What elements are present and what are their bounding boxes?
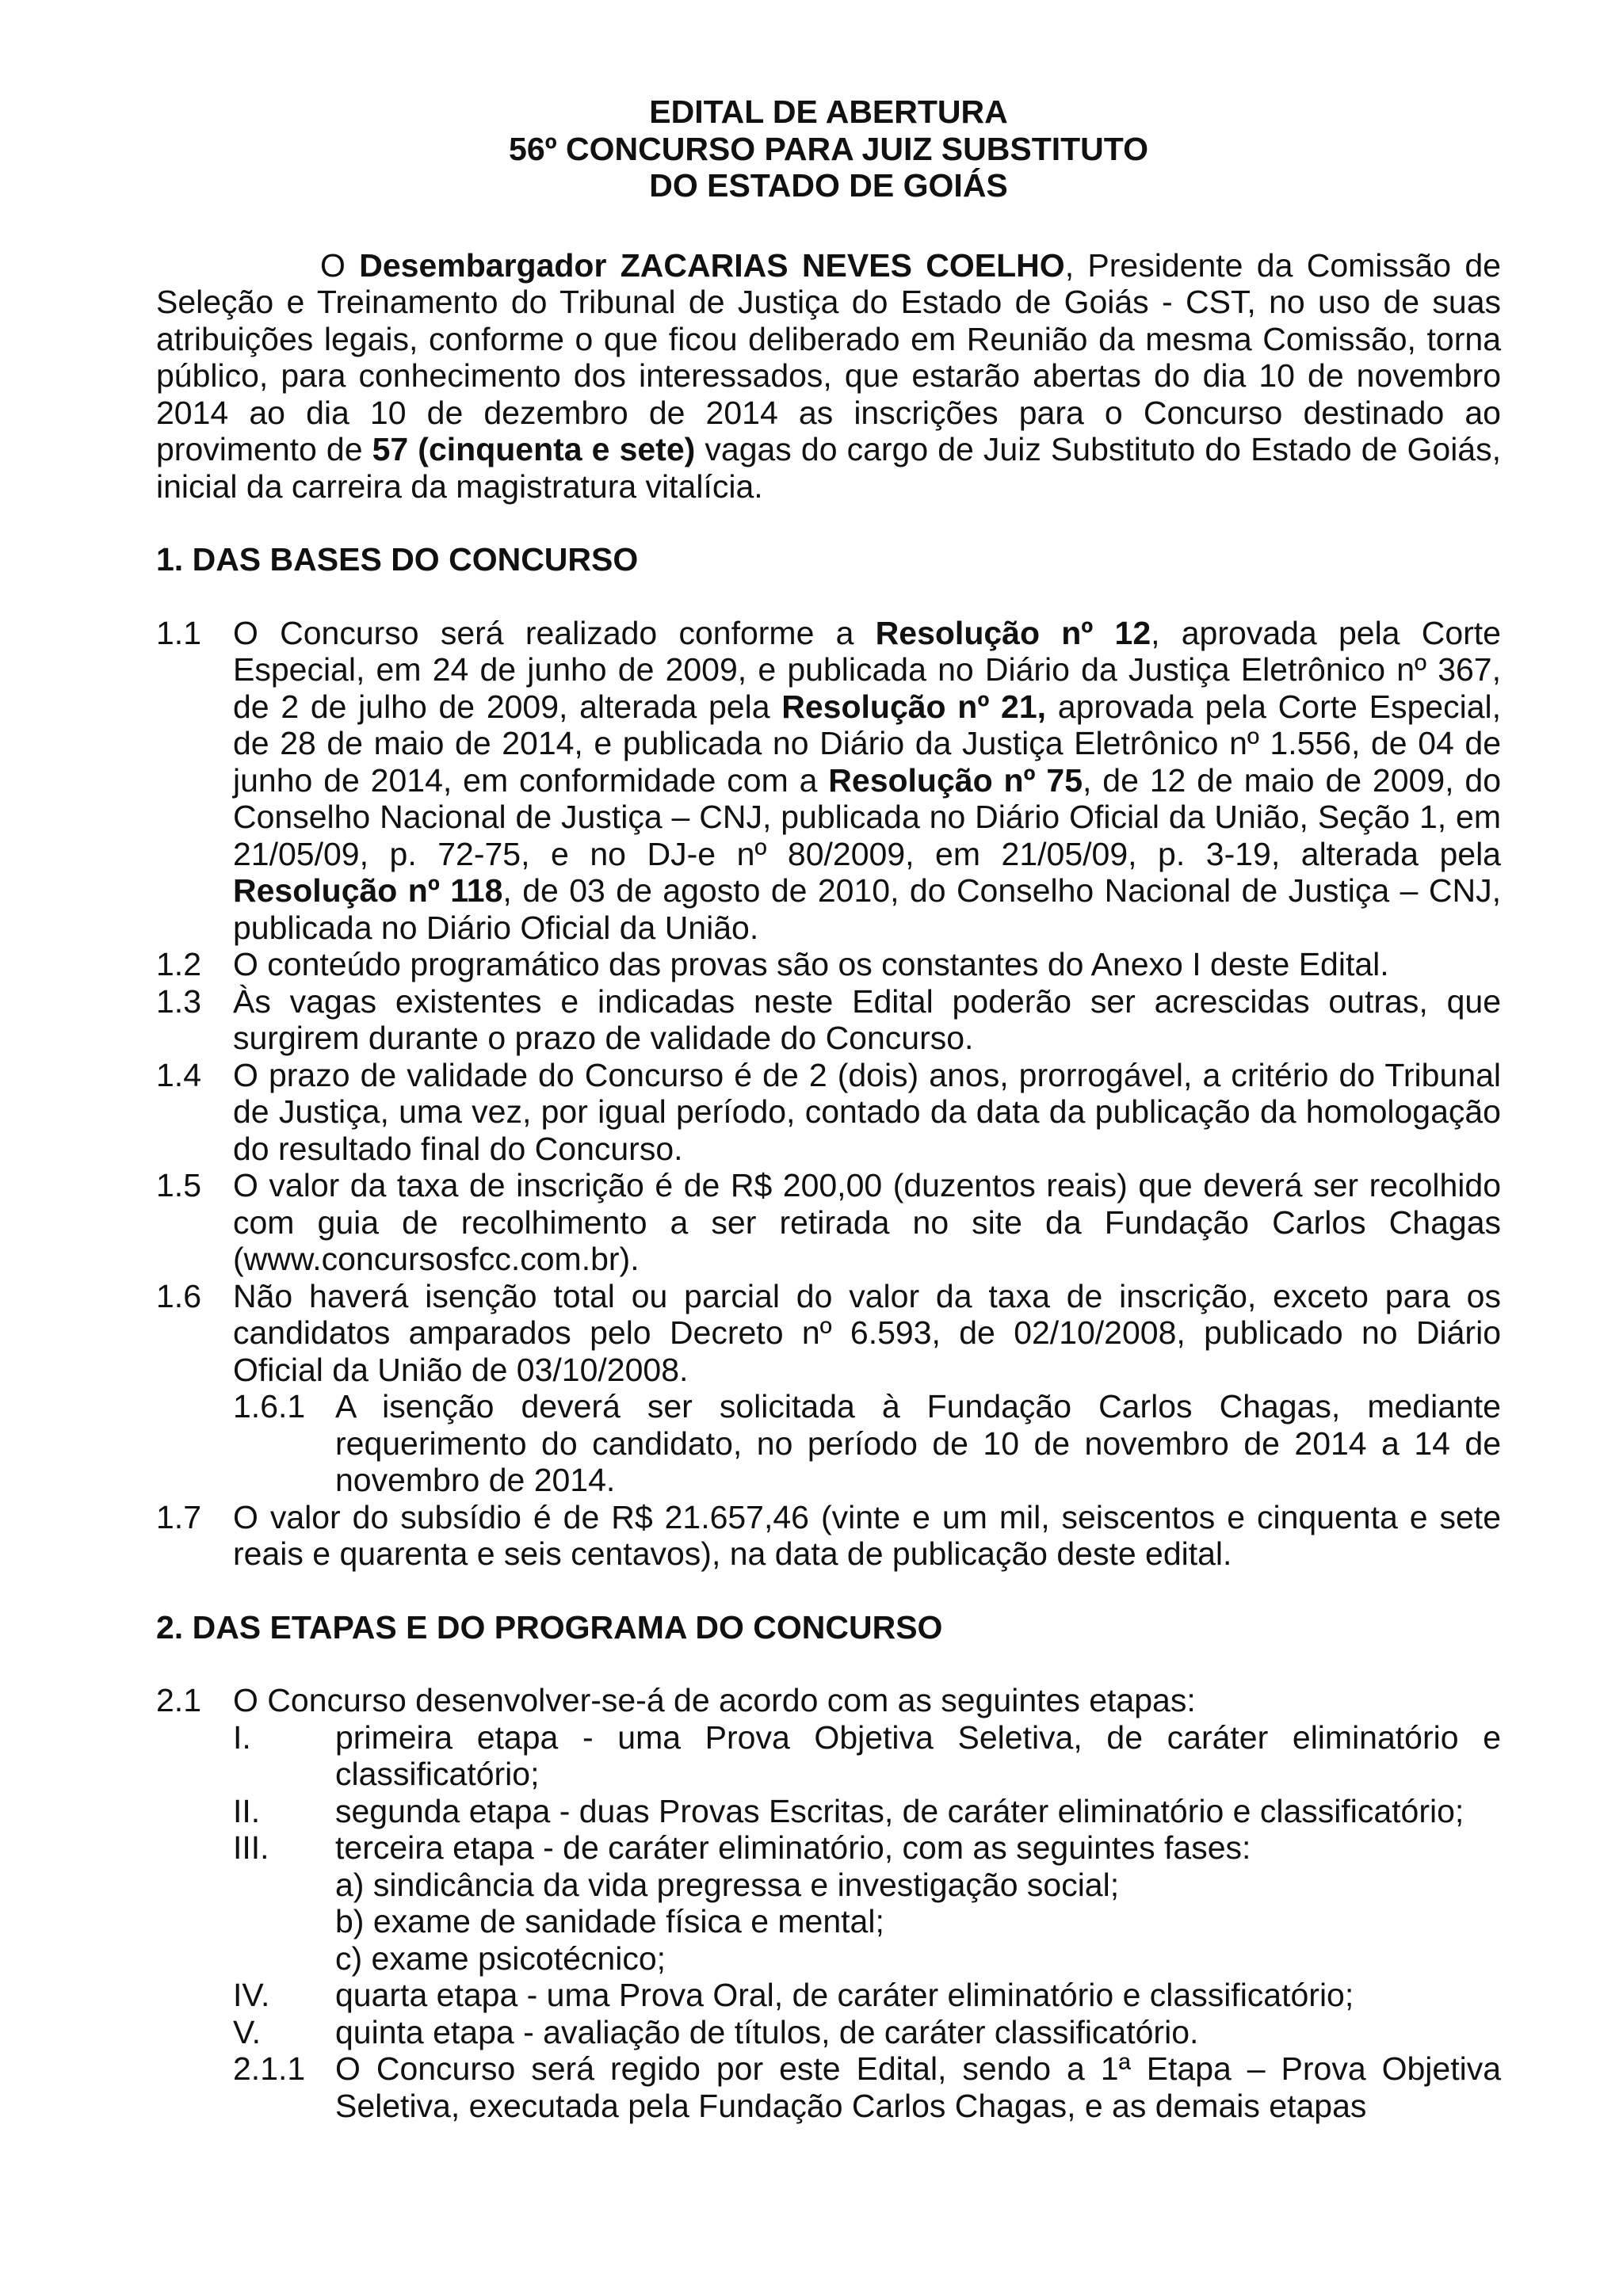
intro-text-3: vagas do cargo de Juiz Substituto do Estado de Goiás, inicial da carreira da magistratura vitalícia. [156, 431, 1501, 505]
item-text: O valor da taxa de inscrição é de R$ 200,00 (duzentos reais) que deverá ser recolhido com guia de recolhimento a ser retirada no site da Fundação Carlos Chagas (www.concursosfcc.com.br). [233, 1167, 1501, 1277]
item-text-part: , aprovada pela Corte Especial, em 24 de junho de 2009, e publicada no Diário da Justiça Eletrônico nº 367, de 2 de julho de 2009, alterada pela [233, 614, 1501, 725]
document-title [156, 93, 1501, 204]
item-1-2 [156, 946, 1501, 983]
intro-text-2: , Presidente da Comissão de Seleção e Treinamento do Tribunal de Justiça do Estado de Goiás - CST, no uso de suas atribuições legais, conforme o que ficou deliberado em Reunião da mesma Comissão, torna público, para conhecimento dos interessados, que estarão abertas do dia 10 de novembro 2014 ao dia 10 de dezembro de 2014 as inscrições para o Concurso destinado ao provimento de [156, 246, 1501, 467]
phase-b: b) exame de sanidade física e mental; [335, 1903, 884, 1939]
roman-number: V. [233, 2013, 261, 2050]
item-text [233, 615, 1501, 947]
item-number: 1.4 [156, 1056, 201, 1093]
item-number: 1.6.1 [233, 1388, 306, 1425]
roman-number: I. [233, 1718, 251, 1756]
stage-text: quinta etapa - avaliação de títulos, de caráter classificatório. [335, 2013, 1199, 2050]
item-1-6-1 [156, 1388, 1501, 1499]
stage-v [156, 2014, 1501, 2051]
roman-number: IV. [233, 1977, 270, 2013]
title-line-3: DO ESTADO DE GOIÁS [649, 167, 1008, 204]
item-number: 1.2 [156, 946, 201, 982]
phase-c: c) exame psicotécnico; [335, 1939, 666, 1977]
item-text: O prazo de validade do Concurso é de 2 (dois) anos, prorrogável, a critério do Tribunal de Justiça, uma vez, por igual período, contado da data da publicação da homologação do resultado final do Concurso. [233, 1056, 1501, 1167]
stage-i [156, 1719, 1501, 1793]
item-number: 1.3 [156, 982, 201, 1020]
item-1-5 [156, 1167, 1501, 1278]
stage-iii [156, 1829, 1501, 1867]
stage-ii [156, 1793, 1501, 1830]
item-number: 1.6 [156, 1277, 201, 1314]
resolution-12: Resolução nº 12 [875, 614, 1151, 651]
item-text: Não haverá isenção total ou parcial do valor da taxa de inscrição, exceto para os candidatos amparados pelo Decreto nº 6.593, de 02/10/2008, publicado no Diário Oficial da União de 03/10/2008. [233, 1277, 1501, 1388]
stage-text: terceira etapa - de caráter eliminatório, com as seguintes fases: [335, 1829, 1251, 1866]
item-text: O valor do subsídio é de R$ 21.657,46 (vinte e um mil, seiscentos e cinquenta e sete reais e quarenta e seis centavos), na data de publicação deste edital. [233, 1498, 1501, 1572]
section-1-heading: 1. DAS BASES DO CONCURSO [156, 541, 639, 578]
item-text-part: O Concurso será realizado conforme a [233, 614, 876, 651]
section-2-heading: 2. DAS ETAPAS E DO PROGRAMA DO CONCURSO [156, 1608, 943, 1646]
roman-number: II. [233, 1792, 261, 1829]
roman-number: III. [233, 1829, 269, 1866]
stage-text: primeira etapa - uma Prova Objetiva Seletiva, de caráter eliminatório e classificatório; [335, 1718, 1501, 1792]
intro-text-1: O [320, 246, 360, 284]
item-text: O conteúdo programático das provas são os constantes do Anexo I deste Edital. [233, 946, 1389, 982]
item-1-6 [156, 1278, 1501, 1389]
item-2-1-1 [156, 2050, 1501, 2124]
intro-bold-name: Desembargador ZACARIAS NEVES COELHO [359, 246, 1065, 284]
intro-paragraph [156, 247, 1501, 505]
item-text-part: aprovada pela Corte Especial, de 28 de maio de 2014, e publicada no Diário da Justiça Eletrônico nº 1.556, de 04 de junho de 2014, em conformidade com a [233, 688, 1502, 799]
item-text-part: , de 03 de agosto de 2010, do Conselho Nacional de Justiça – CNJ, publicada no Diário Oficial da União. [233, 872, 1501, 946]
item-number: 1.1 [156, 614, 201, 651]
stage-text: segunda etapa - duas Provas Escritas, de caráter eliminatório e classificatório; [335, 1792, 1465, 1829]
item-2-1 [156, 1682, 1501, 1719]
item-number: 2.1 [156, 1682, 201, 1718]
resolution-21: Resolução nº 21, [781, 688, 1047, 725]
item-text: O Concurso desenvolver-se-á de acordo com as seguintes etapas: [233, 1682, 1196, 1718]
item-1-3 [156, 983, 1501, 1057]
item-text: A isenção deverá ser solicitada à Fundação Carlos Chagas, mediante requerimento do candidato, no período de 10 de novembro de 2014 a 14 de novembro de 2014. [335, 1388, 1501, 1498]
resolution-118: Resolução nº 118 [233, 872, 503, 909]
item-1-4 [156, 1057, 1501, 1168]
stage-text: quarta etapa - uma Prova Oral, de caráter eliminatório e classificatório; [335, 1977, 1354, 2013]
stage-iv [156, 1977, 1501, 2014]
resolution-75: Resolução nº 75 [828, 761, 1083, 799]
item-number: 1.5 [156, 1167, 201, 1203]
title-line-1: EDITAL DE ABERTURA [649, 93, 1008, 130]
item-text-part: , de 12 de maio de 2009, do Conselho Nacional de Justiça – CNJ, publicada no Diário Oficial da União, Seção 1, em 21/05/09, p. 72-75, e no DJ-e nº 80/2009, em 21/05/09, p. 3-19, alterada pela [233, 761, 1501, 872]
item-text: Às vagas existentes e indicadas neste Edital poderão ser acrescidas outras, que surgirem durante o prazo de validade do Concurso. [233, 982, 1501, 1056]
item-number: 2.1.1 [233, 2050, 306, 2087]
phase-a: a) sindicância da vida pregressa e investigação social; [335, 1866, 1120, 1903]
item-1-1 [156, 615, 1501, 947]
title-line-2: 56º CONCURSO PARA JUIZ SUBSTITUTO [509, 130, 1148, 167]
item-text: O Concurso será regido por este Edital, sendo a 1ª Etapa – Prova Objetiva Seletiva, executada pela Fundação Carlos Chagas, e as demais etapas [335, 2050, 1501, 2124]
item-1-7 [156, 1499, 1501, 1573]
item-number: 1.7 [156, 1498, 201, 1535]
intro-bold-vacancies: 57 (cinquenta e sete) [372, 431, 696, 467]
